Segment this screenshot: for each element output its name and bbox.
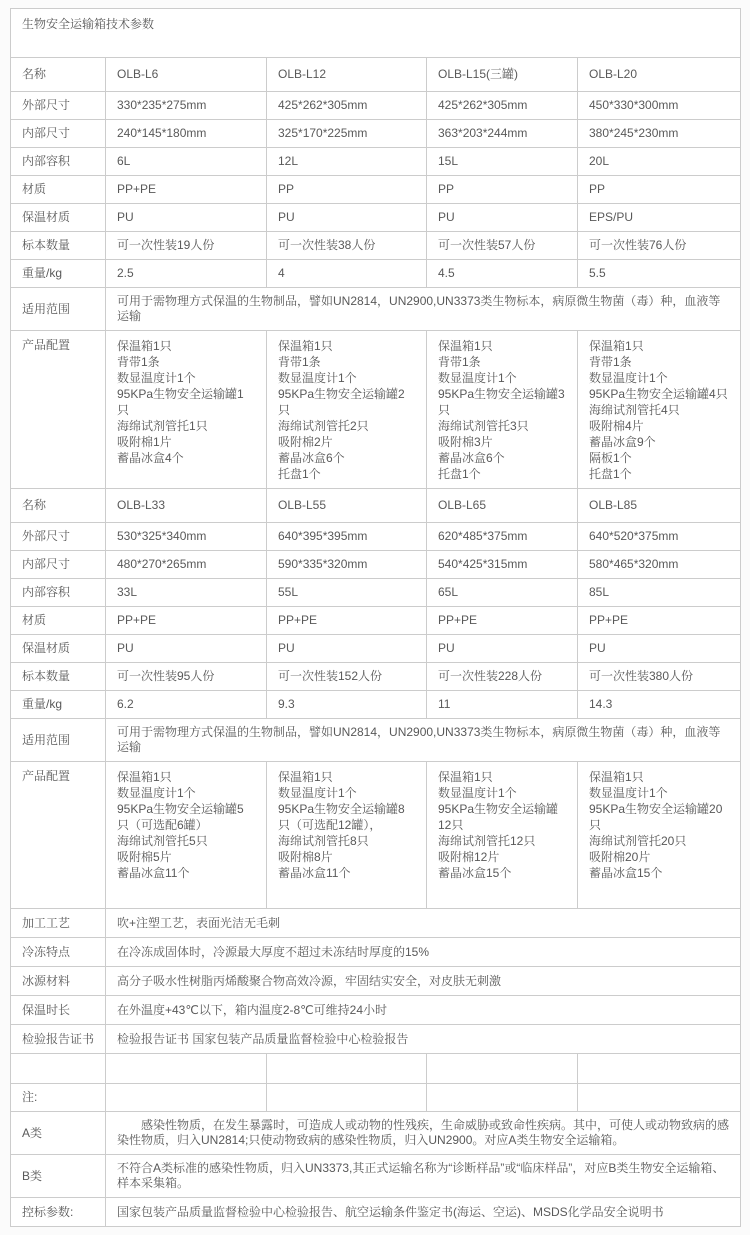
table-row: [11, 331, 741, 489]
row-text: 国家包装产品质量监督检验中心检验报告、航空运输条件鉴定书(海运、空运)、MSDS化学品安全说明书: [106, 1198, 741, 1227]
value-cell: 620*485*375mm: [427, 523, 578, 551]
config-line: 保温箱1只: [438, 770, 493, 784]
value-cell: [267, 1084, 427, 1112]
config-line: 蓄晶冰盒6个: [278, 451, 345, 465]
config-line: 海绵试剂管托12只: [438, 834, 536, 848]
config-line: 海绵试剂管托4只: [589, 403, 680, 417]
config-line: 蓄晶冰盒15个: [438, 866, 512, 880]
config-line: 蓄晶冰盒4个: [117, 451, 184, 465]
row-text: 在冷冻成固体时，冷源最大厚度不超过未冻结时厚度的15%: [106, 938, 741, 967]
value-cell: 可一次性装95人份: [106, 663, 267, 691]
config-line: 托盘1个: [438, 467, 481, 481]
config-line: 95KPa生物安全运输罐2只: [278, 387, 405, 417]
value-cell: 20L: [578, 148, 741, 176]
row-text: 吹+注塑工艺，表面光洁无毛刺: [106, 909, 741, 938]
value-cell: OLB-L12: [267, 58, 427, 92]
config-line: 数显温度计1个: [438, 371, 517, 385]
table-row: [11, 288, 741, 331]
value-cell: OLB-L33: [106, 489, 267, 523]
value-cell: 330*235*275mm: [106, 92, 267, 120]
value-cell: OLB-L85: [578, 489, 741, 523]
config-line: 托盘1个: [589, 467, 632, 481]
table-row: [11, 719, 741, 762]
value-cell: [578, 1084, 741, 1112]
value-cell: 640*395*395mm: [267, 523, 427, 551]
config-line: 海绵试剂管托5只: [117, 834, 208, 848]
value-cell: 240*145*180mm: [106, 120, 267, 148]
value-cell: 6.2: [106, 691, 267, 719]
config-line: 吸附棉2片: [278, 435, 333, 449]
row-label: 重量/kg: [11, 260, 106, 288]
row-label: 保温时长: [11, 996, 106, 1025]
row-label: 冰源材料: [11, 967, 106, 996]
config-line: 保温箱1只: [589, 339, 644, 353]
value-cell: 可一次性装38人份: [267, 232, 427, 260]
row-label: 标本数量: [11, 232, 106, 260]
row-label: 内部容积: [11, 148, 106, 176]
config-line: 数显温度计1个: [589, 371, 668, 385]
value-cell: 可一次性装152人份: [267, 663, 427, 691]
config-line: 95KPa生物安全运输罐4只: [589, 387, 728, 401]
config-cell: [578, 331, 741, 489]
config-line: 数显温度计1个: [589, 786, 668, 800]
row-label: 内部尺寸: [11, 551, 106, 579]
value-cell: 可一次性装57人份: [427, 232, 578, 260]
row-label: 保温材质: [11, 635, 106, 663]
row-label: 内部容积: [11, 579, 106, 607]
value-cell: PU: [267, 204, 427, 232]
value-cell: 580*465*320mm: [578, 551, 741, 579]
empty-cell: [11, 1054, 106, 1084]
config-line: 蓄晶冰盒11个: [117, 866, 190, 880]
value-cell: PP+PE: [267, 607, 427, 635]
config-line: 95KPa生物安全运输罐12只: [438, 802, 559, 832]
value-cell: 325*170*225mm: [267, 120, 427, 148]
row-label: 控标参数:: [11, 1198, 106, 1227]
row-text: 检验报告证书 国家包装产品质量监督检验中心检验报告: [106, 1025, 741, 1054]
value-cell: OLB-L15(三罐): [427, 58, 578, 92]
config-line: 吸附棉8片: [278, 850, 333, 864]
value-cell: 14.3: [578, 691, 741, 719]
config-cell: [106, 762, 267, 909]
value-cell: 425*262*305mm: [267, 92, 427, 120]
config-line: 背带1条: [117, 355, 160, 369]
value-cell: PP+PE: [427, 607, 578, 635]
config-line: 吸附棉20片: [589, 850, 651, 864]
value-cell: 9.3: [267, 691, 427, 719]
row-label: B类: [11, 1155, 106, 1198]
empty-cell: [427, 1054, 578, 1084]
config-line: 95KPa生物安全运输罐20只: [589, 802, 723, 832]
config-line: 吸附棉1片: [117, 435, 172, 449]
config-line: 保温箱1只: [278, 339, 333, 353]
value-cell: 85L: [578, 579, 741, 607]
table-row: [11, 1155, 741, 1198]
row-label: 名称: [11, 58, 106, 92]
table-row: [11, 996, 741, 1025]
row-text: 感染性物质，在发生暴露时，可造成人或动物的性残疾，生命威胁或致命性疾病。其中，可使人或动物致病的感染性物质，归入UN2814;只使动物致病的感染性物质，归入UN2900。对应A类生物安全运输箱。: [106, 1112, 741, 1155]
value-cell: PP+PE: [106, 176, 267, 204]
config-line: 海绵试剂管托1只: [117, 419, 208, 433]
row-label: 保温材质: [11, 204, 106, 232]
value-cell: PU: [427, 635, 578, 663]
value-cell: 5.5: [578, 260, 741, 288]
value-cell: 380*245*230mm: [578, 120, 741, 148]
config-line: 数显温度计1个: [278, 371, 357, 385]
table-row: [11, 1054, 741, 1084]
config-line: 吸附棉4片: [589, 419, 644, 433]
config-cell: [427, 331, 578, 489]
config-line: 蓄晶冰盒9个: [589, 435, 656, 449]
config-cell: [578, 762, 741, 909]
config-cell: [427, 762, 578, 909]
value-cell: 363*203*244mm: [427, 120, 578, 148]
value-cell: PU: [578, 635, 741, 663]
value-cell: 480*270*265mm: [106, 551, 267, 579]
config-cell: [106, 331, 267, 489]
value-cell: 425*262*305mm: [427, 92, 578, 120]
config-line: 背带1条: [278, 355, 321, 369]
config-line: 蓄晶冰盒11个: [278, 866, 351, 880]
table-row: [11, 260, 741, 288]
table-row: [11, 762, 741, 909]
value-cell: EPS/PU: [578, 204, 741, 232]
row-label: A类: [11, 1112, 106, 1155]
value-cell: PP: [267, 176, 427, 204]
value-cell: [106, 1084, 267, 1112]
table-row: [11, 1198, 741, 1227]
row-label: 标本数量: [11, 663, 106, 691]
config-line: 吸附棉12片: [438, 850, 500, 864]
value-cell: PU: [267, 635, 427, 663]
config-line: 海绵试剂管托8只: [278, 834, 369, 848]
value-cell: PP+PE: [578, 607, 741, 635]
table-row: [11, 909, 741, 938]
value-cell: 540*425*315mm: [427, 551, 578, 579]
config-line: 吸附棉3片: [438, 435, 493, 449]
row-label: 冷冻特点: [11, 938, 106, 967]
config-line: 数显温度计1个: [278, 786, 357, 800]
config-cell: [267, 331, 427, 489]
row-label: 产品配置: [11, 331, 106, 489]
table-row: [11, 489, 741, 523]
row-label: 注:: [11, 1084, 106, 1112]
table-title: 生物安全运输箱技术参数: [11, 9, 741, 58]
row-label: 加工工艺: [11, 909, 106, 938]
value-cell: 可一次性装76人份: [578, 232, 741, 260]
config-line: 数显温度计1个: [117, 786, 196, 800]
config-line: 托盘1个: [278, 467, 321, 481]
config-line: 海绵试剂管托20只: [589, 834, 687, 848]
table-row: [11, 58, 741, 92]
config-line: 保温箱1只: [589, 770, 644, 784]
value-cell: 15L: [427, 148, 578, 176]
table-row: [11, 663, 741, 691]
config-line: 95KPa生物安全运输罐1只: [117, 387, 244, 417]
config-line: 隔板1个: [589, 451, 632, 465]
table-row: [11, 1112, 741, 1155]
row-text: 不符合A类标准的感染性物质，归入UN3373,其正式运输名称为“诊断样品”或“临床样品”，对应B类生物安全运输箱、样本采集箱。: [106, 1155, 741, 1198]
value-cell: 640*520*375mm: [578, 523, 741, 551]
value-cell: OLB-L65: [427, 489, 578, 523]
value-cell: 450*330*300mm: [578, 92, 741, 120]
config-line: 数显温度计1个: [438, 786, 517, 800]
table-row: [11, 967, 741, 996]
value-cell: 590*335*320mm: [267, 551, 427, 579]
row-text: 可用于需物理方式保温的生物制品，譬如UN2814，UN2900,UN3373类生物标本，病原微生物菌（毒）种，血液等运输: [106, 719, 741, 762]
value-cell: 可一次性装228人份: [427, 663, 578, 691]
value-cell: PU: [427, 204, 578, 232]
value-cell: OLB-L55: [267, 489, 427, 523]
table-row: [11, 691, 741, 719]
config-line: 海绵试剂管托3只: [438, 419, 529, 433]
config-line: 保温箱1只: [438, 339, 493, 353]
row-label: 重量/kg: [11, 691, 106, 719]
value-cell: 55L: [267, 579, 427, 607]
value-cell: PP: [578, 176, 741, 204]
value-cell: 可一次性装19人份: [106, 232, 267, 260]
value-cell: 33L: [106, 579, 267, 607]
row-label: 外部尺寸: [11, 92, 106, 120]
row-label: 名称: [11, 489, 106, 523]
config-line: 保温箱1只: [117, 770, 172, 784]
empty-cell: [578, 1054, 741, 1084]
value-cell: 530*325*340mm: [106, 523, 267, 551]
table-row: [11, 1025, 741, 1054]
config-line: 保温箱1只: [278, 770, 333, 784]
table-row: [11, 523, 741, 551]
value-cell: OLB-L6: [106, 58, 267, 92]
config-line: 95KPa生物安全运输罐5只（可选配6罐）: [117, 802, 244, 832]
config-cell: [267, 762, 427, 909]
value-cell: PP+PE: [106, 607, 267, 635]
config-line: 蓄晶冰盒6个: [438, 451, 505, 465]
table-row: [11, 635, 741, 663]
value-cell: 2.5: [106, 260, 267, 288]
value-cell: OLB-L20: [578, 58, 741, 92]
table-row: [11, 148, 741, 176]
value-cell: [427, 1084, 578, 1112]
value-cell: 12L: [267, 148, 427, 176]
config-line: 95KPa生物安全运输罐3只: [438, 387, 565, 417]
config-line: 背带1条: [589, 355, 632, 369]
value-cell: 4: [267, 260, 427, 288]
config-line: 数显温度计1个: [117, 371, 196, 385]
row-text: 在外温度+43℃以下，箱内温度2-8℃可维持24小时: [106, 996, 741, 1025]
config-line: 吸附棉5片: [117, 850, 172, 864]
row-label: 产品配置: [11, 762, 106, 909]
config-line: 背带1条: [438, 355, 481, 369]
table-row: [11, 607, 741, 635]
empty-cell: [267, 1054, 427, 1084]
value-cell: PU: [106, 635, 267, 663]
config-line: 95KPa生物安全运输罐8只（可选配12罐），: [278, 802, 405, 832]
row-label: 外部尺寸: [11, 523, 106, 551]
value-cell: 6L: [106, 148, 267, 176]
config-line: 海绵试剂管托2只: [278, 419, 369, 433]
row-text: 可用于需物理方式保温的生物制品，譬如UN2814，UN2900,UN3373类生物标本，病原微生物菌（毒）种，血液等运输: [106, 288, 741, 331]
tech-params-table: [10, 8, 741, 1227]
table-row: [11, 579, 741, 607]
value-cell: 65L: [427, 579, 578, 607]
table-row: [11, 551, 741, 579]
config-line: 保温箱1只: [117, 339, 172, 353]
table-row: [11, 176, 741, 204]
empty-cell: [106, 1054, 267, 1084]
row-label: 检验报告证书: [11, 1025, 106, 1054]
value-cell: 可一次性装380人份: [578, 663, 741, 691]
value-cell: PP: [427, 176, 578, 204]
row-label: 材质: [11, 607, 106, 635]
value-cell: 4.5: [427, 260, 578, 288]
value-cell: PU: [106, 204, 267, 232]
params-table-body: [11, 9, 741, 1227]
config-line: 蓄晶冰盒15个: [589, 866, 663, 880]
value-cell: 11: [427, 691, 578, 719]
row-label: 内部尺寸: [11, 120, 106, 148]
row-label: 适用范围: [11, 719, 106, 762]
table-title-row: [11, 9, 741, 58]
row-label: 材质: [11, 176, 106, 204]
row-text: 高分子吸水性树脂丙烯酸聚合物高效冷源，牢固结实安全，对皮肤无刺激: [106, 967, 741, 996]
row-label: 适用范围: [11, 288, 106, 331]
table-row: [11, 232, 741, 260]
table-row: [11, 120, 741, 148]
table-row: [11, 204, 741, 232]
table-row: [11, 938, 741, 967]
table-row: [11, 92, 741, 120]
table-row: [11, 1084, 741, 1112]
